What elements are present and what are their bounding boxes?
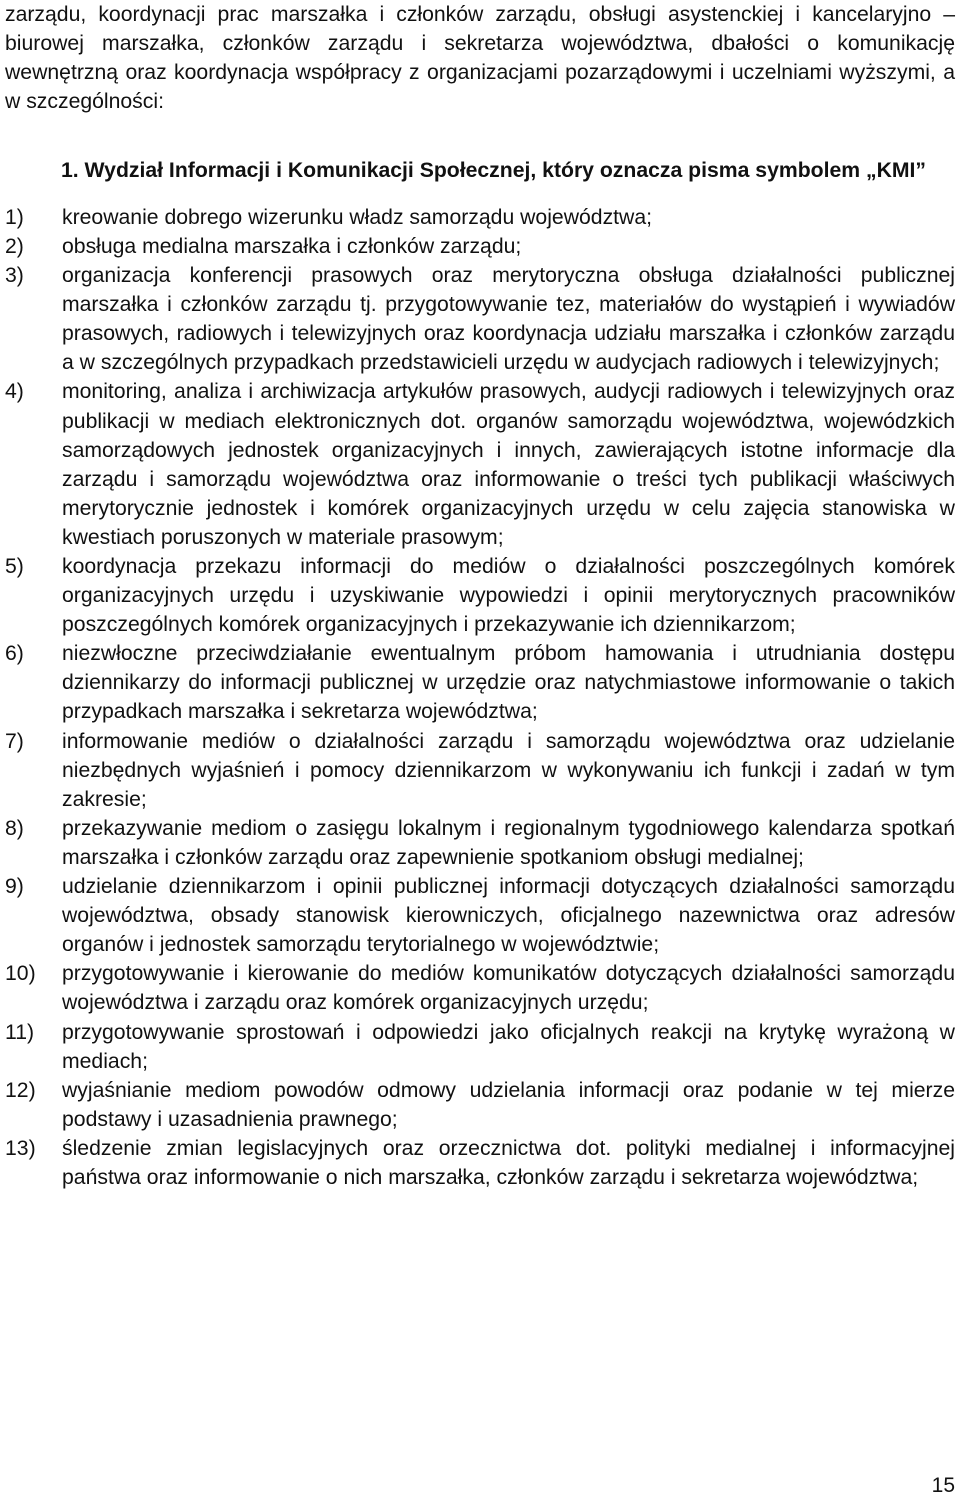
item-text: wyjaśnianie mediom powodów odmowy udzielania informacji oraz podanie w tej mierze podstawy i uzasadnienia prawnego; bbox=[62, 1078, 955, 1131]
item-number: 7) bbox=[5, 729, 24, 753]
item-text: niezwłoczne przeciwdziałanie ewentualnym próbom hamowania i utrudniania dostępu dziennikarzy do informacji publicznej w urzędzie oraz natychmiastowe informowanie o takich przypadkach marszałka i sekretarza województwa; bbox=[62, 642, 955, 724]
intro-paragraph: zarządu, koordynacji prac marszałka i członków zarządu, obsługi asystenckiej i kancelaryjno – biurowej marszałka, członków zarządu i sekretarza województwa, dbałości o komunikację wewnętrzną oraz koordynacja współpracy z organizacjami pozarządowymi i uczelniami wyższymi, a w szczególności: bbox=[5, 3, 955, 114]
duties-list bbox=[5, 203, 955, 1192]
item-text: koordynacja przekazu informacji do mediów o działalności poszczególnych komórek organizacyjnych urzędu i uzyskiwanie wypowiedzi i opinii merytorycznych pracowników poszczególnych komórek organizacyjnych i przekazywanie ich dziennikarzom; bbox=[62, 555, 955, 637]
item-text: obsługa medialna marszałka i członków zarządu; bbox=[62, 234, 522, 258]
item-text: przygotowywanie sprostowań i odpowiedzi jako oficjalnych reakcji na krytykę wyrażoną w mediach; bbox=[62, 1020, 955, 1073]
list-item bbox=[5, 1076, 955, 1134]
item-text: organizacja konferencji prasowych oraz merytoryczna obsługa działalności publicznej marszałka i członków zarządu tj. przygotowywanie tez, materiałów do wystąpień i wywiadów prasowych, radiowych i telewizyjnych oraz koordynacja udziału marszałka i członków zarządu a w szczególnych przypadkach przedstawicieli urzędu w audycjach radiowych i telewizyjnych; bbox=[62, 264, 955, 375]
list-item bbox=[5, 261, 955, 377]
list-item bbox=[5, 639, 955, 726]
list-item bbox=[5, 1134, 955, 1192]
item-number: 6) bbox=[5, 642, 24, 666]
item-text: informowanie mediów o działalności zarządu i samorządu województwa oraz udzielanie niezbędnych wyjaśnień i pomocy dziennikarzom w wykonywaniu ich funkcji i zadań w tym zakresie; bbox=[62, 729, 955, 811]
item-number: 2) bbox=[5, 234, 24, 258]
item-number: 13) bbox=[5, 1136, 36, 1160]
section-heading: 1. Wydział Informacji i Komunikacji Społecznej, który oznacza pisma symbolem „KMI” bbox=[61, 159, 926, 183]
item-text: przygotowywanie i kierowanie do mediów komunikatów dotyczących działalności samorządu województwa i zarządu oraz komórek organizacyjnych urzędu; bbox=[62, 962, 955, 1015]
item-number: 3) bbox=[5, 264, 24, 288]
list-item bbox=[5, 727, 955, 814]
list-item bbox=[5, 814, 955, 872]
list-item bbox=[5, 552, 955, 639]
list-item bbox=[5, 1018, 955, 1076]
item-text: monitoring, analiza i archiwizacja artykułów prasowych, audycji radiowych i telewizyjnych oraz publikacji w mediach elektronicznych dot. organów samorządu województwa, wojewódzkich samorządowych jednostek organizacyjnych i innych, zawierających istotne informacje dla zarządu i samorządu województwa oraz informowanie o treści tych publikacji właściwych merytorycznie jednostek i komórek organizacyjnych urzędu w celu zajęcia stanowiska w kwestiach poruszonych w materiale prasowym; bbox=[62, 380, 955, 549]
page-number: 15 bbox=[931, 1474, 955, 1497]
item-text: przekazywanie mediom o zasięgu lokalnym i regionalnym tygodniowego kalendarza spotkań marszałka i członków zarządu oraz zapewnienie spotkaniom obsługi medialnej; bbox=[62, 816, 955, 869]
item-number: 5) bbox=[5, 555, 24, 578]
item-number: 1) bbox=[5, 205, 24, 229]
list-item bbox=[5, 959, 955, 1017]
document-page bbox=[5, 0, 955, 1192]
list-item bbox=[5, 232, 955, 261]
list-item bbox=[5, 203, 955, 232]
item-number: 12) bbox=[5, 1078, 36, 1102]
item-number: 10) bbox=[5, 962, 36, 986]
item-text: udzielanie dziennikarzom i opinii publicznej informacji dotyczących działalności samorządu województwa, obsady stanowisk kierowniczych, oficjalnego nazewnictwa oraz adresów organów i jednostek samorządu terytorialnego w województwie; bbox=[62, 875, 955, 957]
list-item bbox=[5, 872, 955, 959]
item-number: 4) bbox=[5, 380, 24, 404]
item-number: 9) bbox=[5, 875, 24, 899]
item-number: 8) bbox=[5, 816, 24, 840]
item-number: 11) bbox=[5, 1020, 35, 1044]
item-text: kreowanie dobrego wizerunku władz samorządu województwa; bbox=[62, 205, 653, 229]
item-text: śledzenie zmian legislacyjnych oraz orzecznictwa dot. polityki medialnej i informacyjnej państwa oraz informowanie o nich marszałka, członków zarządu i sekretarza województwa; bbox=[62, 1136, 955, 1189]
list-item bbox=[5, 377, 955, 552]
